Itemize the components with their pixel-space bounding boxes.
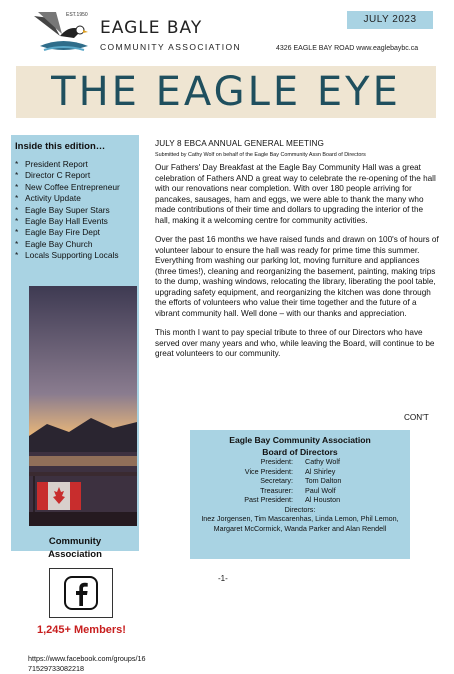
continued-label: CON'T — [404, 413, 429, 422]
toc-item: * Eagle Bay Super Stars — [15, 204, 110, 215]
article-paragraph: Over the past 16 months we have raised funds and drawn on 100's of hours of volunteer labour to ensure the hall was ready for prime time this summer. Everything from washing our parking lot, moving furniture and appliances (three times!), cleaning and reorganizing the basement, painting, making trips to the dump, washing windows, relocating the library, liberating the pool table, upgrading safety equipment, and reorganizing the kitchen was done through the efforts of volunteers who value their time together and the future of a vibrant community hall. Well done – with our thanks and appreciation. — [155, 235, 439, 318]
board-row — [190, 476, 410, 486]
article-paragraph: This month I want to pay special tribute to three of our Directors who have served over many years and who, while leaving the Board, will continue to be great volunteers to our community. — [155, 328, 435, 358]
logo-est-text: EST.1950 — [66, 12, 88, 18]
board-title: Eagle Bay Community Association — [229, 435, 371, 445]
toc-item-label: Eagle Bay Hall Events — [25, 216, 108, 227]
toc-item: * Locals Supporting Locals — [15, 250, 119, 261]
directors-names: Inez Jorgensen, Tim Mascarenhas, Linda Lemon, Phil Lemon, Margaret McCormick, Wanda Parker and Alan Rendell — [201, 514, 399, 533]
toc-item-label: Eagle Bay Church — [25, 238, 93, 249]
page-number: -1- — [218, 574, 228, 583]
article-body — [155, 163, 439, 369]
board-role: Past President: — [244, 495, 293, 504]
toc-item-label: Director C Report — [25, 170, 91, 181]
directors-label: Directors: — [284, 504, 316, 514]
article-byline: Submitted by Cathy Wolf on behalf of the Eagle Bay Community Assn Board of Directors — [155, 152, 366, 158]
board-row — [190, 467, 410, 477]
member-count: 1,245+ Members! — [37, 624, 126, 636]
article-title: JULY 8 EBCA ANNUAL GENERAL MEETING — [155, 139, 325, 148]
masthead-banner — [16, 66, 436, 118]
lake-sunset-photo — [29, 286, 137, 526]
toc-item-label: President Report — [25, 159, 88, 169]
toc-item: * New Coffee Entrepreneur — [15, 181, 120, 192]
article-paragraph: Our Fathers' Day Breakfast at the Eagle Bay Community Hall was a great celebration of Fathers AND a great way to celebrate the re-opening of the hall with our renovations near completion. With over 180 people arriving for pancakes, sausages, ham and eggs, we were able to thank the many who made contributions of their time and dollars to upgrading the interior of the hall, making it a welcoming centre for community activities. — [155, 163, 436, 225]
board-person: Cathy Wolf — [305, 457, 341, 466]
facebook-icon — [64, 576, 98, 610]
board-role: President: — [260, 457, 293, 466]
toc-item: * Eagle Bay Hall Events — [15, 216, 108, 227]
board-of-directors-box — [190, 430, 410, 559]
eagle-logo — [30, 6, 96, 58]
newsletter-title: THE EAGLE EYE — [51, 69, 401, 115]
org-subtitle: COMMUNITY ASSOCIATION — [100, 42, 242, 52]
toc-title: Inside this edition… — [15, 141, 106, 152]
toc-list — [15, 159, 120, 262]
toc-item: * Eagle Bay Fire Dept — [15, 227, 100, 238]
board-role: Treasurer: — [260, 485, 293, 495]
issue-date: JULY 2023 — [347, 11, 433, 29]
board-row — [190, 457, 410, 467]
board-subtitle: Board of Directors — [262, 447, 338, 457]
toc-item-label: New Coffee Entrepreneur — [25, 181, 120, 192]
toc-item: * President Report — [15, 159, 88, 169]
toc-item: * Director C Report — [15, 170, 91, 181]
facebook-group-link[interactable]: https://www.facebook.com/groups/1671529733082218 — [28, 654, 146, 673]
toc-item-label: Locals Supporting Locals — [25, 250, 119, 261]
board-row — [190, 495, 410, 505]
org-name: EAGLE BAY — [100, 18, 203, 38]
address-line: 4326 EAGLE BAY ROAD www.eaglebaybc.ca — [276, 45, 419, 52]
board-role: Secretary: — [260, 476, 293, 485]
toc-item-label: Eagle Bay Fire Dept — [25, 227, 100, 238]
toc-item-label: Activity Update — [25, 193, 81, 204]
board-row — [190, 486, 410, 496]
board-role: Vice President: — [244, 466, 293, 476]
board-person: Paul Wolf — [305, 485, 336, 495]
facebook-logo-box[interactable] — [49, 568, 113, 618]
board-person: Al Shirley — [305, 466, 336, 476]
board-person: Al Houston — [305, 495, 341, 504]
toc-item: * Activity Update — [15, 193, 81, 204]
board-person: Tom Dalton — [305, 476, 342, 485]
toc-item-label: Eagle Bay Super Stars — [25, 204, 110, 215]
sidebar — [11, 135, 146, 673]
toc-item: * Eagle Bay Church — [15, 238, 93, 249]
community-association-label: Community Association — [48, 536, 102, 560]
